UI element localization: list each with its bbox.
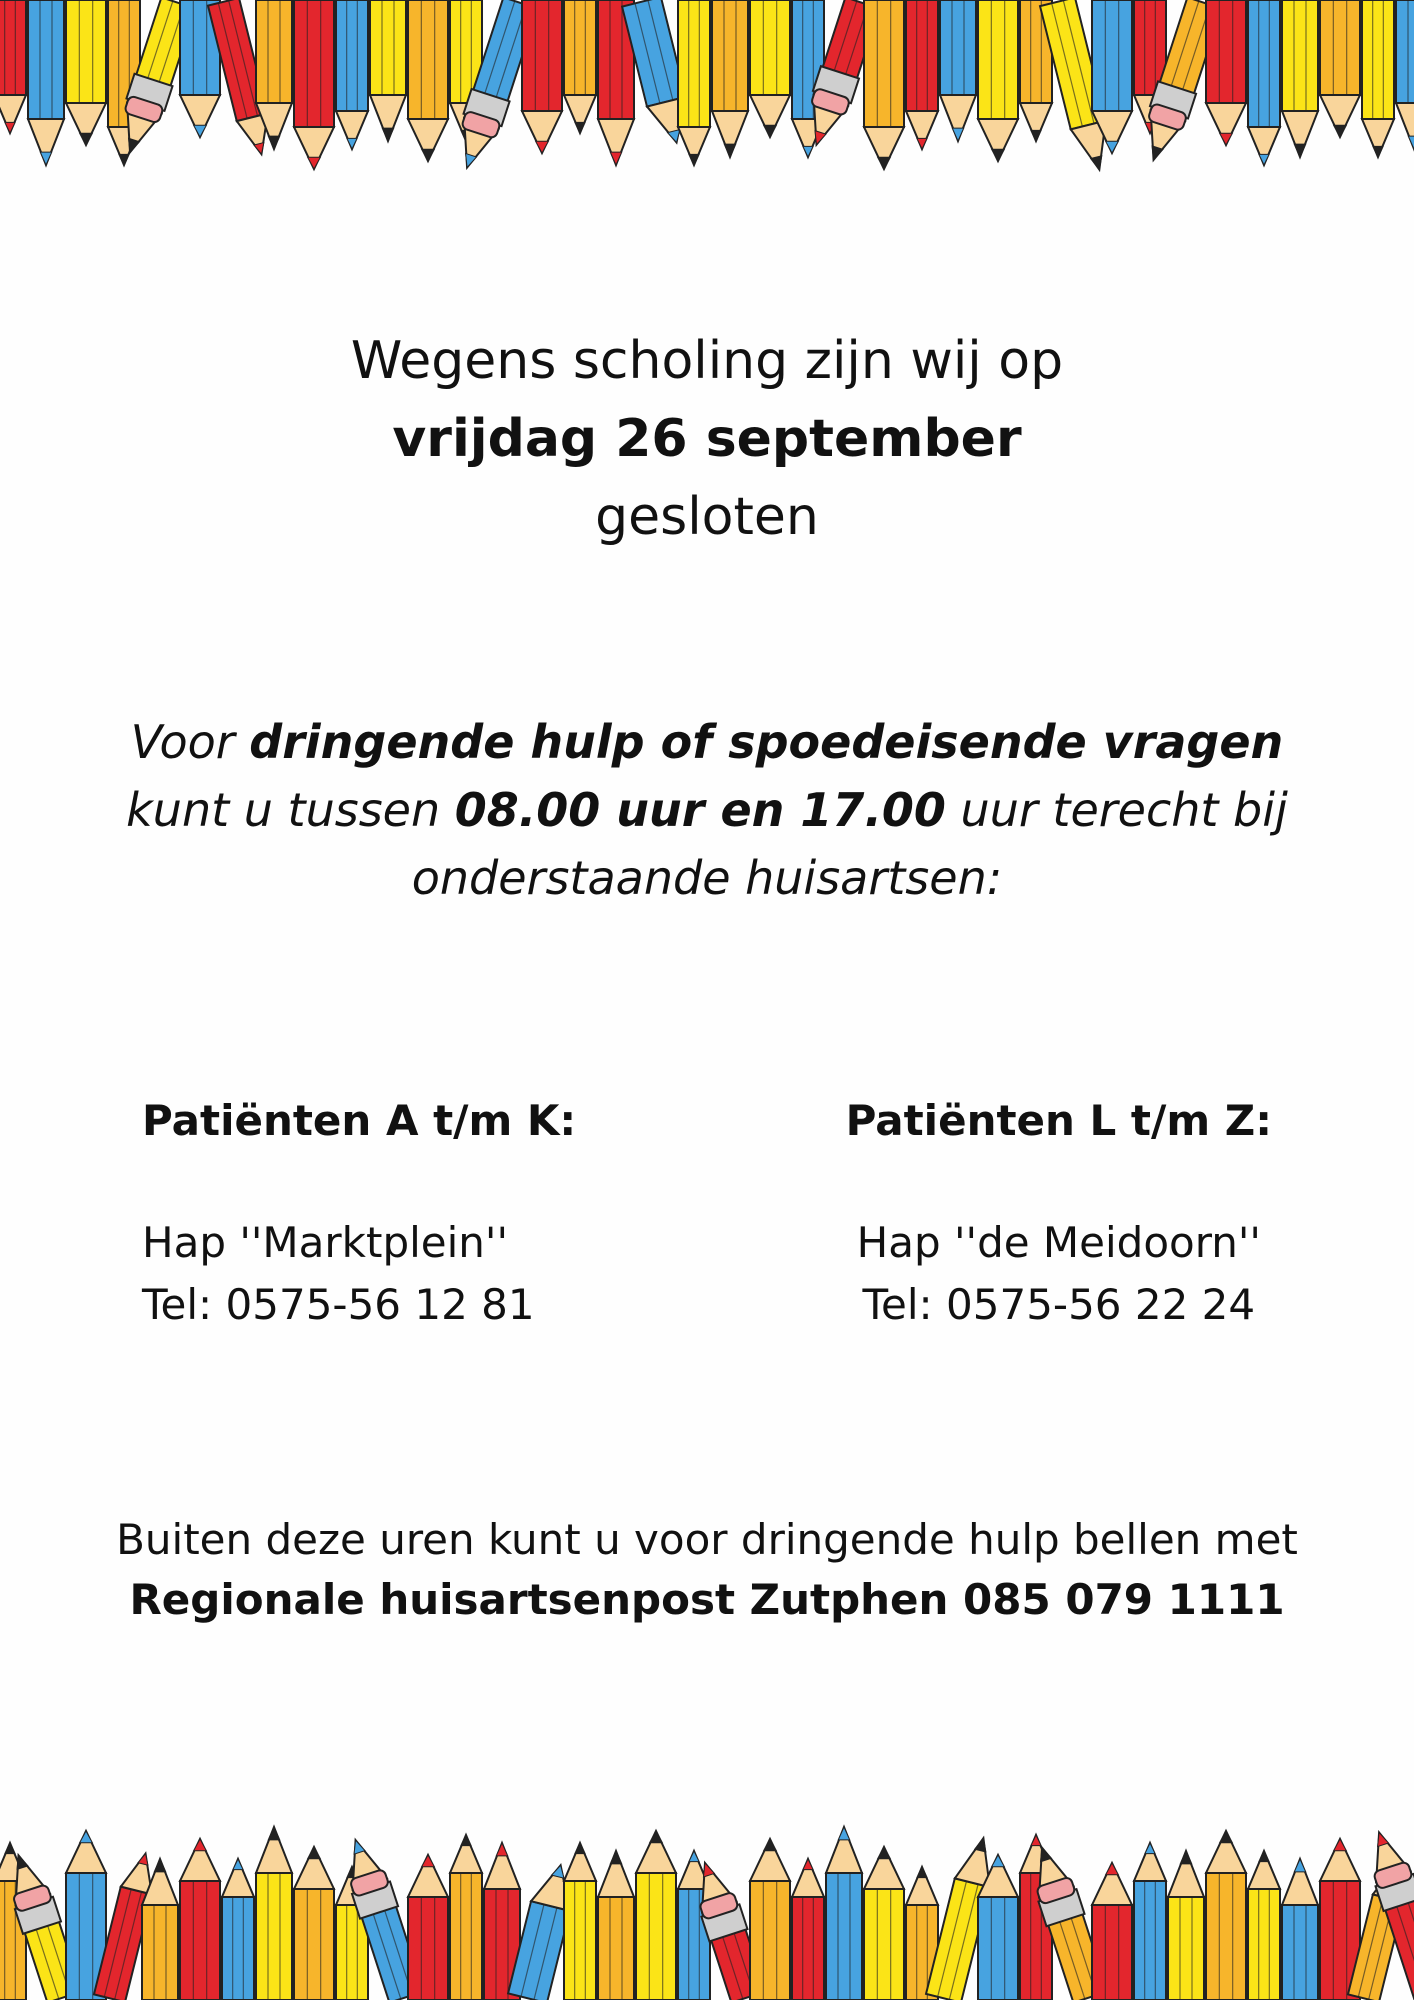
practice-heading: Patiënten A t/m K: [142,1096,577,1145]
pencil-border-bottom [0,1805,1414,2000]
pencil-icon [294,1847,334,2000]
pencil-icon [792,1859,824,2000]
pencil-icon [826,1827,862,2000]
pencil-icon [978,0,1018,161]
pencil-icon [564,0,596,133]
pencil-icon [864,0,904,169]
urgent-text: kunt u tussen [126,783,455,837]
pencil-icon [1206,1831,1246,2000]
pencil-border-top [0,0,1414,195]
practice-phone: Tel: 0575-56 22 24 [862,1280,1256,1329]
notice-line-3: gesloten [595,487,819,547]
pencil-icon [564,1843,596,2000]
practice-name: Hap ''de Meidoorn'' [856,1218,1261,1267]
pencil-icon [1248,1851,1280,2000]
pencil-icon [1134,1843,1166,2000]
pencil-icon [636,1831,676,2000]
urgent-hours: 08.00 uur en 17.00 [454,783,946,837]
urgent-text: Voor [130,715,250,769]
practice-heading: Patiënten L t/m Z: [845,1096,1272,1145]
practice-a-k [142,1088,576,1336]
pencil-icon [1206,0,1246,145]
pencil-icon [1396,0,1414,149]
pencil-icon [1092,1863,1132,2000]
pencil-icon [1168,1851,1204,2000]
pencil-icon [1282,0,1318,157]
pencil-icon [450,1835,482,2000]
practice-phone: Tel: 0575-56 12 81 [142,1280,535,1329]
regional-post-contact: Regionale huisartsenpost Zutphen 085 079 1111 [129,1575,1285,1624]
pencil-icon [66,0,106,145]
pencil-icon [256,1827,292,2000]
pencil-icon [750,0,790,137]
pencil-icon [906,0,938,149]
pencil-icon [408,0,448,161]
footer-line-1: Buiten deze uren kunt u voor dringende hulp bellen met [116,1515,1298,1564]
pencil-icon [1320,0,1360,137]
pencil-icon [1282,1859,1318,2000]
pencil-icon [678,0,710,165]
practice-l-z [846,1088,1272,1336]
pencil-icon [864,1847,904,2000]
pencil-icon [222,1859,254,2000]
pencil-icon [294,0,334,169]
urgent-line-1 [0,708,1414,776]
pencil-icon [940,0,976,141]
urgent-line-2 [0,776,1414,844]
pencil-icon [180,1839,220,2000]
pencil-icon [1362,0,1394,157]
pencil-icon [598,1851,634,2000]
urgent-line-3: onderstaande huisartsen: [411,851,1003,905]
practice-name: Hap ''Marktplein'' [142,1218,509,1267]
pencil-icon [712,0,748,157]
closure-notice [0,322,1414,556]
pencil-icon [336,0,368,149]
pencil-icon [522,0,562,153]
after-hours-info [0,1510,1414,1630]
pencil-icon [370,0,406,141]
urgent-text: uur terecht bij [945,783,1288,837]
pencil-icon [28,0,64,165]
closure-date: vrijdag 26 september [392,409,1022,469]
pencil-icon [0,0,26,133]
urgent-care-info [0,708,1414,912]
pencil-icon [1248,0,1280,165]
notice-line-1: Wegens scholing zijn wij op [350,331,1064,391]
pencil-icon [408,1855,448,2000]
pencil-icon [750,1839,790,2000]
urgent-emphasis: dringende hulp of spoedeisende vragen [249,715,1284,769]
